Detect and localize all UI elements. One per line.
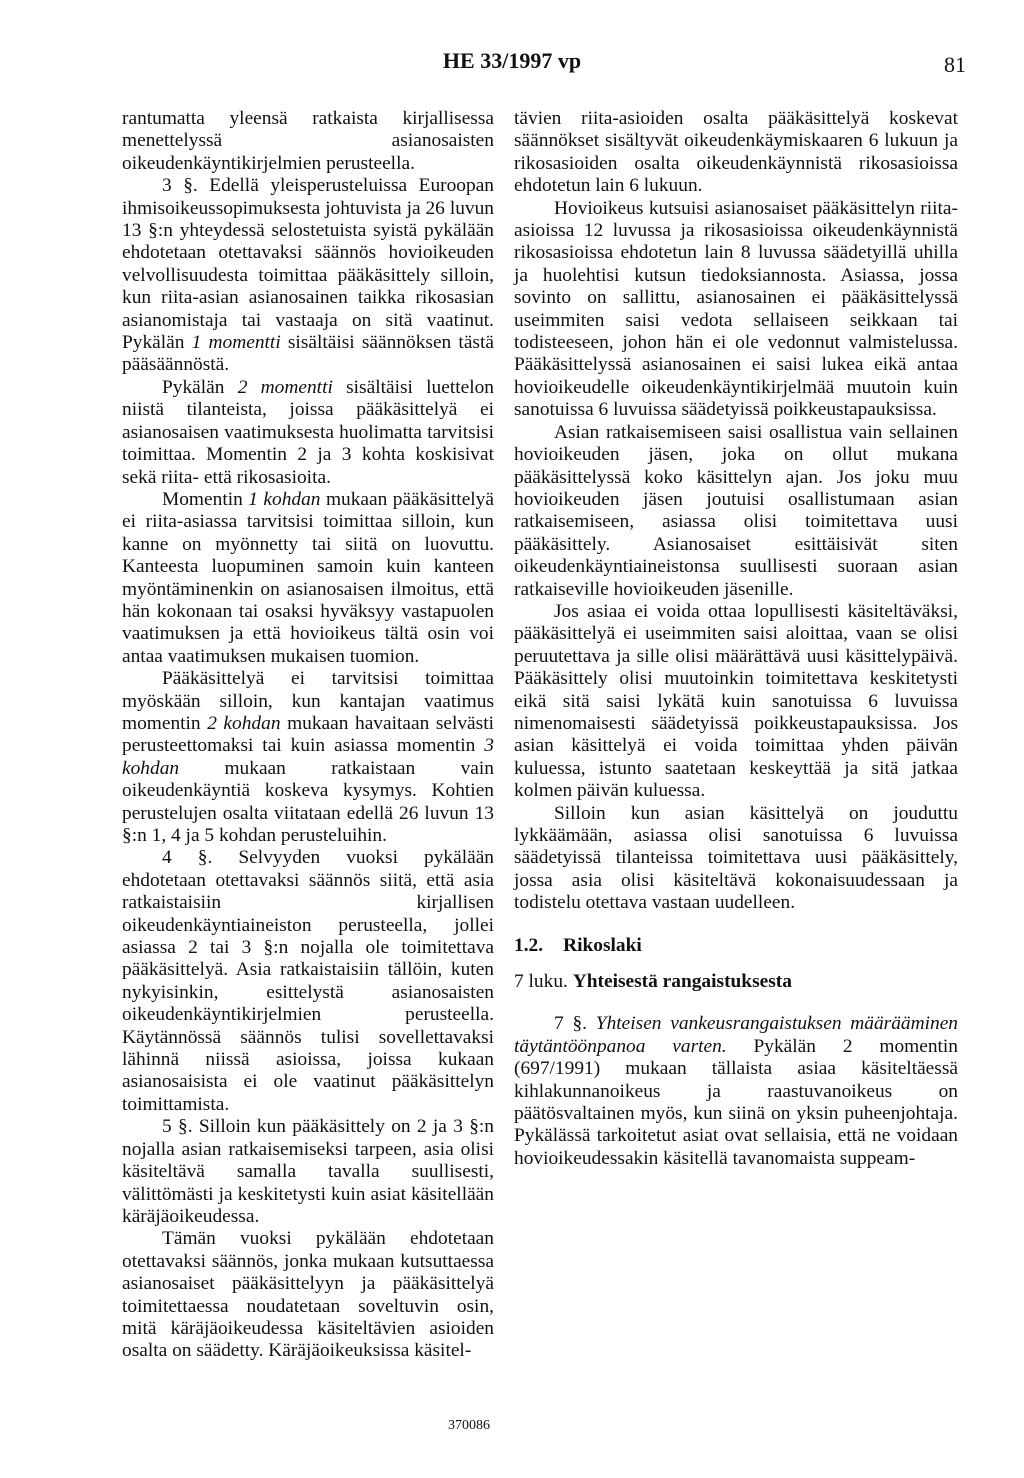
chapter-number: 7 luku. — [514, 971, 573, 993]
text-run: sisältäisi luettelon niistä tilanteista, joissa pääkäsittelyä ei asianosaisen vaatimuksesta huolimatta tarvitsisi toimittaa. Momentin 2 ja 3 kohta koskisivat sekä riita- että rikosasioita. — [122, 376, 494, 488]
page-number: 81 — [944, 52, 966, 77]
text-run: mukaan havaitaan selvästi perusteettomaksi tai kuin asiassa momentin — [122, 712, 494, 757]
paragraph — [122, 489, 494, 668]
text-run: 7 §. — [554, 1013, 596, 1035]
paragraph — [514, 803, 958, 915]
section-number: 1.2. — [514, 934, 544, 956]
paragraph — [514, 1013, 958, 1170]
text-run: mukaan pääkäsittelyä ei riita-asiassa tarvitsisi toimittaa silloin, kun kanne on myönnetty tai siitä on luovuttu. Kanteesta luopuminen samoin kuin kanteen myöntäminenkin on asianosaisen ilmoitus, että hän kokonaan tai osaksi hyväksyy vastapuolen vaatimuksen ja että hovioikeus tältä osin voi antaa vaatimuksen mukaisen tuomion. — [122, 488, 494, 667]
italic-text: 1 momentti — [191, 332, 281, 354]
text-run: Momentin — [162, 488, 249, 510]
chapter-heading — [514, 971, 958, 993]
right-column — [514, 108, 958, 1170]
italic-text: 3 kohdan — [122, 735, 494, 779]
text-run: 4 §. Selvyyden vuoksi pykälään ehdotetaan otettavaksi säännös siitä, että asia ratkaistaisiin kirjallisen oikeudenkäyntiaineiston perusteella, jollei asiassa 2 tai 3 §:n nojalla ole toimitettava pääkäsittelyä. Asia ratkaistaisiin tällöin, kuten nykyisinkin, esittelystä asianosaisten oikeudenkäyntikirjelmien perusteella. Käytännössä säännös tulisi sovellettavaksi lähinnä niissä asioissa, joissa kukaan asianosaisista ei ole vaatinut pääkäsittelyn toimittamista. — [122, 847, 494, 1115]
italic-text: 2 kohdan — [207, 712, 281, 734]
text-run: sisältäisi säännöksen tästä pääsäännöstä. — [122, 332, 494, 376]
paragraph — [122, 377, 494, 489]
italic-text: 2 momentti — [237, 376, 333, 398]
paragraph — [514, 601, 958, 803]
paragraph — [122, 668, 494, 847]
text-run: Pykälän — [162, 376, 238, 398]
italic-text: 1 kohdan — [248, 488, 321, 510]
text-run: 3 §. Edellä yleisperusteluissa Euroopan ihmisoikeussopimuksesta johtuvista ja 26 luvun 13 §:n yhteydessä selostetuista syistä pykälään ehdotetaan otettavaksi säännös hovioikeuden velvollisuudesta toimittaa pääkäsittely silloin, kun riita-asian asianosainen taikka rikosasian asianomistaja tai vastaaja on sitä vaatinut. Pykälän — [122, 175, 494, 354]
italic-text: Yhteisen vankeusrangaistuksen määrääminen täytäntöönpanoa varten. — [514, 1013, 958, 1057]
paragraph-continuation: tävien riita-asioiden osalta pääkäsittelyä koskevat säännökset sisältyvät oikeudenkäymiskaaren 6 lukuun ja rikosasioiden osalta oikeudenkäynnistä rikosasioissa ehdotetun lain 6 lukuun. — [514, 108, 958, 197]
chapter-title: Yhteisestä rangaistuksesta — [572, 971, 792, 993]
left-column — [122, 108, 494, 1363]
text-run: Tämän vuoksi pykälään ehdotetaan otettavaksi säännös, jonka mukaan kutsuttaessa asianosaiset pääkäsittelyyn ja pääkäsittelyä toimitettaessa noudatetaan soveltuvin osin, mitä käräjäoikeudessa käsiteltävien asioiden osalta on säädetty. Käräjäoikeuksissa käsitel- — [122, 1228, 494, 1362]
text-run: Hovioikeus kutsuisi asianosaiset pääkäsittelyn riita-asioissa 12 luvussa ja rikosasioissa oikeudenkäynnistä rikosasioissa ehdotetun lain 8 luvussa säädetyillä uhilla ja huolehtisi kutsun tiedoksiannosta. Asiassa, jossa sovinto on sallittu, asianosainen ei pääkäsittelyssä useimmiten saisi vedota sellaiseen seikkaan tai todisteeseen, johon hän ei ole vedonnut valmistelussa. Pääkäsittelyssä asianosainen ei saisi lukea eikä antaa hovioikeudelle oikeudenkäyntikirjelmää muutoin kuin sanotuissa 6 luvuissa säädetyissä poikkeustapauksissa. — [514, 197, 958, 421]
document-title: HE 33/1997 vp — [442, 48, 582, 73]
paragraph — [514, 198, 958, 422]
paragraph — [122, 1228, 494, 1362]
paragraph — [122, 175, 494, 377]
paragraph — [122, 847, 494, 1116]
footer-code: 370086 — [448, 1418, 490, 1433]
paragraph — [514, 422, 958, 601]
text-run: Silloin kun asian käsittelyä on jouduttu lykkäämään, asiassa olisi sanotuissa 6 luvuissa säädetyissä tilanteissa toimitettava uusi pääkäsittely, jossa asia olisi käsiteltävä kokonaisuudessaan ja todistelu otettava vastaan uudelleen. — [514, 802, 958, 914]
text-run: Pääkäsittelyä ei tarvitsisi toimittaa myöskään silloin, kun kantajan vaatimus momentin — [122, 668, 494, 734]
section-heading — [514, 935, 958, 957]
paragraph — [122, 1116, 494, 1228]
page-header — [0, 42, 1024, 82]
text-run: 5 §. Silloin kun pääkäsittely on 2 ja 3 §:n nojalla asian ratkaisemiseksi tarpeen, asia olisi käsiteltävä samalla tavalla suullisesti, välittömästi ja keskitetysti kuin asiat käsitellään käräjäoikeudessa. — [122, 1116, 494, 1227]
text-run: mukaan ratkaistaan vain oikeudenkäyntiä koskeva kysymys. Kohtien perustelujen osalta viitataan edellä 26 luvun 13 §:n 1, 4 ja 5 kohdan perusteluihin. — [122, 757, 494, 846]
paragraph-continuation: rantumatta yleensä ratkaista kirjallisessa menettelyssä asianosaisten oikeudenkäyntikirjelmien perusteella. — [122, 108, 494, 174]
text-run: Asian ratkaisemiseen saisi osallistua vain sellainen hovioikeuden jäsen, joka on ollut mukana pääkäsittelyssä koko käsittelyn ajan. Jos joku muu hovioikeuden jäsen joutuisi osallistumaan asian ratkaisemiseen, asiassa olisi toimitettava uusi pääkäsittely. Asianosaiset esittäisivät siten oikeudenkäyntiaineistonsa suullisesti suoraan asian ratkaiseville hovioikeuden jäsenille. — [514, 421, 958, 600]
text-run: Pykälän 2 momentin (697/1991) mukaan tällaista asiaa käsiteltäessä kihlakunnanoikeus ja raastuvanoikeus on päätösvaltainen myös, kun siinä on yksin puheenjohtaja. Pykälässä tarkoitetut asiat ovat sellaisia, että ne voidaan hovioikeudessakin käsitellä tavanomaista suppeam- — [514, 1035, 958, 1169]
text-run: Jos asiaa ei voida ottaa lopullisesti käsiteltäväksi, pääkäsittelyä ei useimmiten saisi aloittaa, vaan se olisi peruutettava ja sille olisi määrättävä uusi käsittelypäivä. Pääkäsittely olisi muutoinkin toimitettava keskitetysti eikä sitä saisi lykätä kuin sanotuissa 6 luvuissa nimenomaisesti säädetyissä poikkeustapauksissa. Jos asian käsittelyä ei voida toimittaa yhden päivän kuluessa, istunto saatetaan keskeyttää ja sitä jatkaa kolmen päivän kuluessa. — [514, 600, 958, 802]
section-title: Rikoslaki — [563, 934, 642, 956]
